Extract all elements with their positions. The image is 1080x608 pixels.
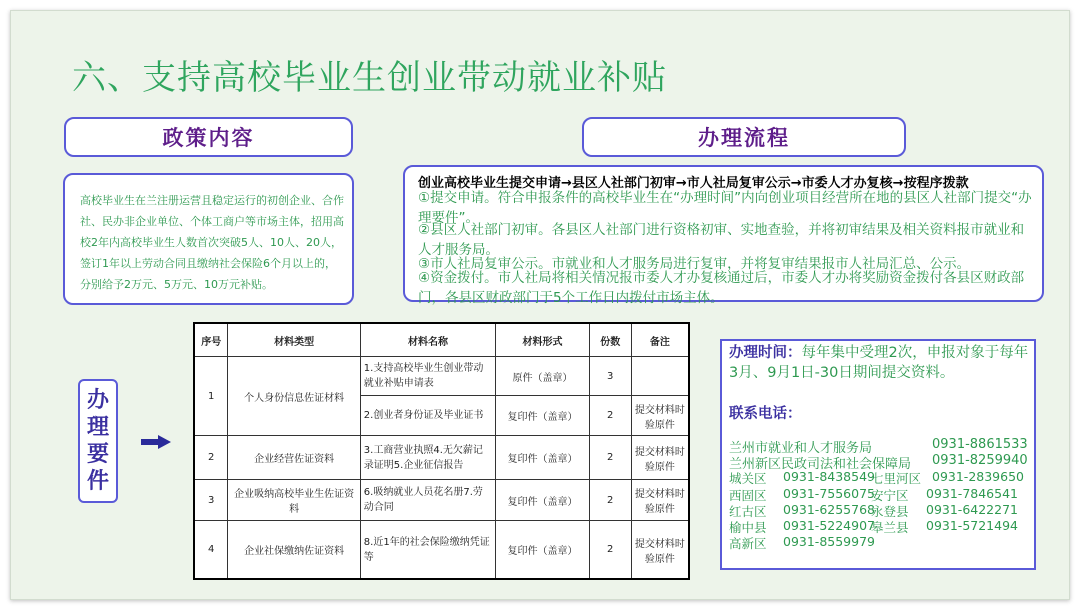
district-name: 皋兰县 xyxy=(871,520,909,535)
table-row xyxy=(194,357,689,396)
material-form: 复印件（盖章） xyxy=(496,480,590,521)
process-step-2: ②县区人社部门初审。各县区人社部门进行资格初审、实地查验，并将初审结果及相关资料报市就业和人才服务局。 xyxy=(418,222,1025,258)
contact-agency-phone: 0931-8861533 xyxy=(932,437,1028,452)
right-arrow-icon xyxy=(141,435,171,449)
requirements-label-char: 要 xyxy=(86,442,109,467)
requirements-label-char: 件 xyxy=(86,469,109,494)
district-phone: 0931-2839650 xyxy=(932,469,1024,484)
contact-agency-phone: 0931-8259940 xyxy=(932,453,1028,468)
header-cell: 份数 xyxy=(589,323,631,357)
page-title: 六、支持高校毕业生创业带动就业补贴 xyxy=(72,58,667,98)
row-number: 1 xyxy=(194,357,228,436)
district-phone: 0931-7556075 xyxy=(783,486,875,501)
material-count: 2 xyxy=(589,480,631,521)
table-row xyxy=(194,521,689,580)
requirements-label xyxy=(78,379,118,503)
header-cell: 序号 xyxy=(194,323,228,357)
material-form: 复印件（盖章） xyxy=(496,396,590,436)
district-name: 高新区 xyxy=(729,536,767,551)
header-cell: 材料名称 xyxy=(360,323,495,357)
material-note: 提交材料时验原件 xyxy=(631,436,689,480)
material-note: 提交材料时验原件 xyxy=(631,480,689,521)
material-count: 3 xyxy=(589,357,631,396)
material-form: 原件（盖章） xyxy=(496,357,590,396)
district-phone: 0931-7846541 xyxy=(926,486,1018,501)
district-name: 七里河区 xyxy=(871,471,922,486)
district-phone: 0931-6422271 xyxy=(926,502,1018,517)
material-type: 个人身份信息佐证材料 xyxy=(228,357,360,436)
material-name: 8.近1年的社会保险缴纳凭证等 xyxy=(360,521,495,580)
row-number: 3 xyxy=(194,480,228,521)
requirements-table xyxy=(193,322,690,580)
material-note: 提交材料时验原件 xyxy=(631,396,689,436)
material-name: 6.吸纳就业人员花名册7.劳动合同 xyxy=(360,480,495,521)
district-name: 西固区 xyxy=(729,488,767,503)
material-count: 2 xyxy=(589,396,631,436)
district-phone: 0931-5224907 xyxy=(783,518,875,533)
district-phone: 0931-8559979 xyxy=(783,534,875,549)
header-cell: 材料形式 xyxy=(496,323,590,357)
table-row xyxy=(194,436,689,480)
process-step-3: ③市人社局复审公示。市就业和人才服务局进行复审，并将复审结果报市人社局汇总、公示。 xyxy=(418,256,971,272)
district-name: 永登县 xyxy=(871,504,909,519)
material-form: 复印件（盖章） xyxy=(496,436,590,480)
row-number: 4 xyxy=(194,521,228,580)
office-hours-label: 办理时间： xyxy=(729,345,802,361)
office-hours-text: 每年集中受理2次，申报对象于每年3月、9月1日-30日期间提交资料。 xyxy=(729,345,1029,381)
material-type: 企业吸纳高校毕业生佐证资料 xyxy=(228,480,360,521)
process-flow: 创业高校毕业生提交申请→县区人社部门初审→市人社局复审公示→市委人才办复核→按程序拨款 xyxy=(418,176,969,191)
process-step-1: ①提交申请。符合申报条件的高校毕业生在“办理时间”内向创业项目经营所在地的县区人社部门提交“办理要件”。 xyxy=(418,190,1032,226)
material-type: 企业社保缴纳佐证资料 xyxy=(228,521,360,580)
district-phone: 0931-6255768 xyxy=(783,502,875,517)
table-header-row xyxy=(194,323,689,357)
material-form: 复印件（盖章） xyxy=(496,521,590,580)
requirements-label-char: 办 xyxy=(86,388,109,413)
district-name: 榆中县 xyxy=(729,520,767,535)
contact-label: 联系电话： xyxy=(729,406,802,422)
table-row xyxy=(194,480,689,521)
material-type: 企业经营佐证资料 xyxy=(228,436,360,480)
district-name: 城关区 xyxy=(729,471,767,486)
process-heading: 办理流程 xyxy=(582,117,906,157)
office-hours xyxy=(729,343,1029,383)
material-count: 2 xyxy=(589,521,631,580)
district-name: 安宁区 xyxy=(871,488,909,503)
policy-body: 高校毕业生在兰注册运营且稳定运行的初创企业、合作社、民办非企业单位、个体工商户等市场主体，招用高校2年内高校毕业生人数首次突破5人、10人、20人，签订1年以上劳动合同且缴纳社会保险6个月以上的，分别给予2万元、5万元、10万元补贴。 xyxy=(80,194,344,291)
material-count: 2 xyxy=(589,436,631,480)
requirements-label-char: 理 xyxy=(86,415,109,440)
district-phone: 0931-5721494 xyxy=(926,518,1018,533)
header-cell: 材料类型 xyxy=(228,323,360,357)
header-cell: 备注 xyxy=(631,323,689,357)
process-step-4: ④资金拨付。市人社局将相关情况报市委人才办复核通过后，市委人才办将奖励资金拨付各县区财政部门，各县区财政部门于5个工作日内拨付市场主体。 xyxy=(418,270,1025,306)
row-number: 2 xyxy=(194,436,228,480)
district-phone: 0931-8438549 xyxy=(783,469,875,484)
material-note xyxy=(631,357,689,396)
material-name: 2.创业者身份证及毕业证书 xyxy=(360,396,495,436)
material-note: 提交材料时验原件 xyxy=(631,521,689,580)
district-name: 红古区 xyxy=(729,504,767,519)
contact-agency-name: 兰州市就业和人才服务局 xyxy=(729,441,873,456)
contact-agency-name: 兰州新区民政司法和社会保障局 xyxy=(729,457,912,472)
policy-heading: 政策内容 xyxy=(64,117,353,157)
material-name: 3.工商营业执照4.无欠薪记录证明5.企业征信报告 xyxy=(360,436,495,480)
material-name: 1.支持高校毕业生创业带动就业补贴申请表 xyxy=(360,357,495,396)
